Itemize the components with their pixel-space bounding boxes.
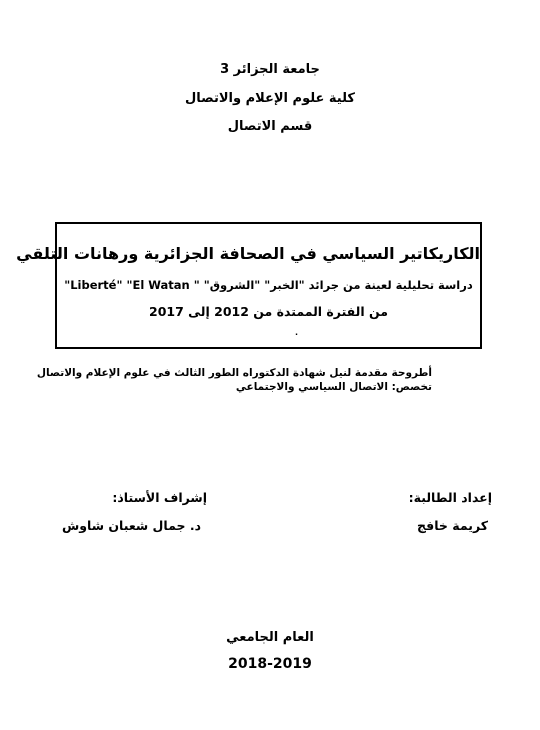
department-name: قسم الاتصال: [227, 119, 313, 134]
thesis-subtitle: دراسة تحليلية لعينة من جرائد "الخبر" "الشروق" " Liberté" "El Watan": [64, 278, 473, 292]
student-label: إعداد الطالبة:: [408, 490, 492, 505]
thesis-specialty: تخصص: الاتصال السياسي والاجتماعي: [235, 381, 432, 393]
thesis-title: الكاريكاتير السياسي في الصحافة الجزائرية ورهانات التلقي: [16, 244, 480, 263]
thesis-title-box: [16, 222, 482, 349]
supervisor-name: د. جمال شعبان شاوش: [62, 518, 201, 533]
student-name: كريمة خافج: [417, 518, 488, 533]
academic-year-label: العام الجامعي: [226, 630, 314, 645]
faculty-name: كلية علوم الإعلام والاتصال: [185, 91, 355, 106]
academic-year-value: 2018-2019: [228, 656, 312, 672]
university-name: جامعة الجزائر 3: [220, 62, 320, 77]
supervisor-label: إشراف الأستاذ:: [112, 490, 207, 505]
thesis-description: أطروحة مقدمة لنيل شهادة الدكتوراه الطور الثالث في علوم الإعلام والاتصال: [36, 367, 432, 379]
title-dot: .: [295, 328, 299, 337]
study-period: من الفترة الممتدة من 2012 إلى 2017: [149, 304, 388, 319]
